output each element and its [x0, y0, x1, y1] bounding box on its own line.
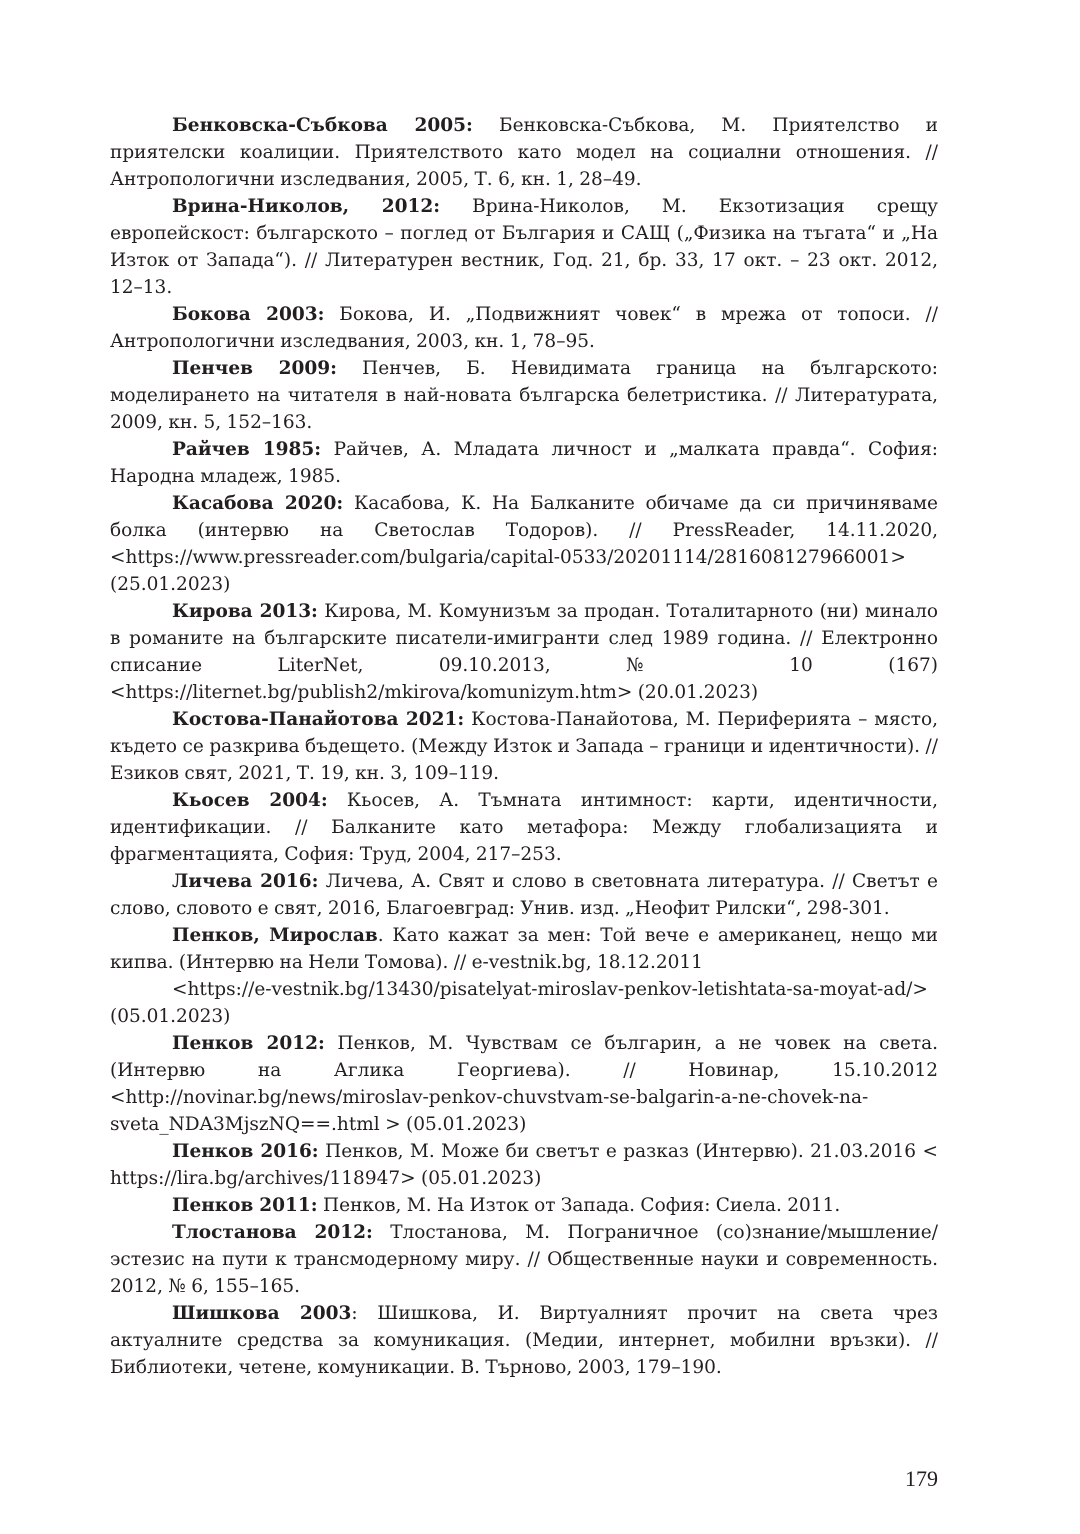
reference-text: Пенков, М. Чувствам се българин, а не човек на света. (Интервю на Аглика Георгиева). // Новинар, 15.10.2012 <http://novinar.bg/news/miroslav-penkov-chuvstvam-se-balgarin-a-ne-chovek-na-sveta_NDA3MjszNQ==.html > (05.01.2023): [110, 1033, 938, 1135]
reference-entry: [110, 1138, 938, 1192]
reference-entry: [110, 1300, 938, 1381]
reference-text: Личева, А. Свят и слово в световната литература. // Светът е слово, словото е свят, 2016, Благоевград: Унив. изд. „Неофит Рилски“, 298-301.: [110, 871, 938, 919]
reference-text: Бокова, И. „Подвижният човек“ в мрежа от топоси. // Антропологични изследвания, 2003, кн. 1, 78–95.: [110, 304, 938, 352]
reference-key: Пенчев 2009:: [172, 358, 337, 379]
reference-key: Тлостанова 2012:: [172, 1222, 373, 1243]
reference-key: Кьосев 2004:: [172, 790, 328, 811]
reference-entry: [110, 868, 938, 922]
reference-text: Райчев, А. Младата личност и „малката правда“. София: Народна младеж, 1985.: [110, 439, 938, 487]
reference-entry: [110, 1030, 938, 1138]
reference-entry: [110, 301, 938, 355]
reference-text: Тлостанова, М. Пограничное (со)знание/мышление/эстезис на пути к трансмодерному миру. // Общественные науки и современность. 2012, № 6, 155–165.: [110, 1222, 938, 1297]
reference-key: Врина-Николов, 2012:: [172, 196, 441, 217]
reference-key: Касабова 2020:: [172, 493, 344, 514]
reference-text: Костова-Панайотова, М. Периферията – място, където се разкрива бъдещето. (Между Изток и Запада – граници и идентичности). // Езиков свят, 2021, Т. 19, кн. 3, 109–119.: [110, 709, 938, 784]
reference-key: Личева 2016:: [172, 871, 319, 892]
reference-text: Бенковска-Събкова, М. Приятелство и приятелски коалиции. Приятелството като модел на социални отношения. // Антропологични изследвания, 2005, Т. 6, кн. 1, 28–49.: [110, 115, 938, 190]
reference-entry: [110, 922, 938, 1030]
reference-entry: [110, 706, 938, 787]
reference-url: <https://e-vestnik.bg/13430/pisatelyat-miroslav-penkov-letishtata-sa-moyat-ad/> (05.01.2023): [110, 979, 928, 1027]
reference-text: Пенков, М. На Изток от Запада. София: Сиела. 2011.: [317, 1195, 841, 1216]
reference-key: Бокова 2003:: [172, 304, 325, 325]
reference-entry: [110, 1192, 938, 1219]
reference-entry: [110, 112, 938, 193]
reference-text: Пенков, М. Може би светът е разказ (Интервю). 21.03.2016 < https://lira.bg/archives/118947> (05.01.2023): [110, 1141, 938, 1189]
reference-key: Пенков, Мирослав: [172, 925, 378, 946]
reference-entry: [110, 355, 938, 436]
reference-key: Пенков 2012:: [172, 1033, 325, 1054]
reference-entry: [110, 490, 938, 598]
reference-text: Кирова, М. Комунизъм за продан. Тоталитарното (ни) минало в романите на българските писатели-имигранти след 1989 година. // Електронно списание LiterNet, 09.10.2013, № 10 (167) <https://liternet.bg/publish2/mkirova/komunizym.htm> (20.01.2023): [110, 601, 938, 703]
reference-entry: [110, 1219, 938, 1300]
reference-entry: [110, 193, 938, 301]
reference-text: . Като кажат за мен: Той вече е американец, нещо ми кипва. (Интервю на Нели Томова). // e-vestnik.bg, 18.12.2011: [110, 925, 938, 973]
reference-text: Врина-Николов, М. Екзотизация срещу европейскост: българското – поглед от България и САЩ („Физика на тъгата“ и „На Изток от Запада“). // Литературен вестник, Год. 21, бр. 33, 17 окт. – 23 окт. 2012, 12–13.: [110, 196, 938, 298]
reference-entry: [110, 436, 938, 490]
reference-key: Кирова 2013:: [172, 601, 318, 622]
reference-key: Пенков 2016:: [172, 1141, 319, 1162]
reference-text: Касабова, К. На Балканите обичаме да си причиняваме болка (интервю на Светослав Тодоров). // PressReader, 14.11.2020, <https://www.pressreader.com/bulgaria/capital-0533/20201114/281608127966001> (25.01.2023): [110, 493, 938, 595]
reference-entry: [110, 598, 938, 706]
reference-key: Шишкова 2003: [172, 1303, 352, 1324]
page-number: 179: [905, 1466, 938, 1491]
reference-key: Бенковска-Събкова 2005:: [172, 115, 473, 136]
reference-text: : Шишкова, И. Виртуалният прочит на света чрез актуалните средства за комуникация. (Медии, интернет, мобилни връзки). // Библиотеки, четене, комуникации. В. Търново, 2003, 179–190.: [110, 1303, 938, 1378]
reference-list: [110, 112, 938, 1381]
reference-key: Костова-Панайотова 2021:: [172, 709, 465, 730]
reference-entry: [110, 787, 938, 868]
reference-key: Райчев 1985:: [172, 439, 322, 460]
reference-key: Пенков 2011:: [172, 1195, 318, 1216]
reference-text: Кьосев, А. Тъмната интимност: карти, идентичности, идентификации. // Балканите като метафора: Между глобализацията и фрагментацията, София: Труд, 2004, 217–253.: [110, 790, 939, 865]
reference-text: Пенчев, Б. Невидимата граница на българското: моделирането на читателя в най-новата българска белетристика. // Литературата, 2009, кн. 5, 152–163.: [110, 358, 938, 433]
